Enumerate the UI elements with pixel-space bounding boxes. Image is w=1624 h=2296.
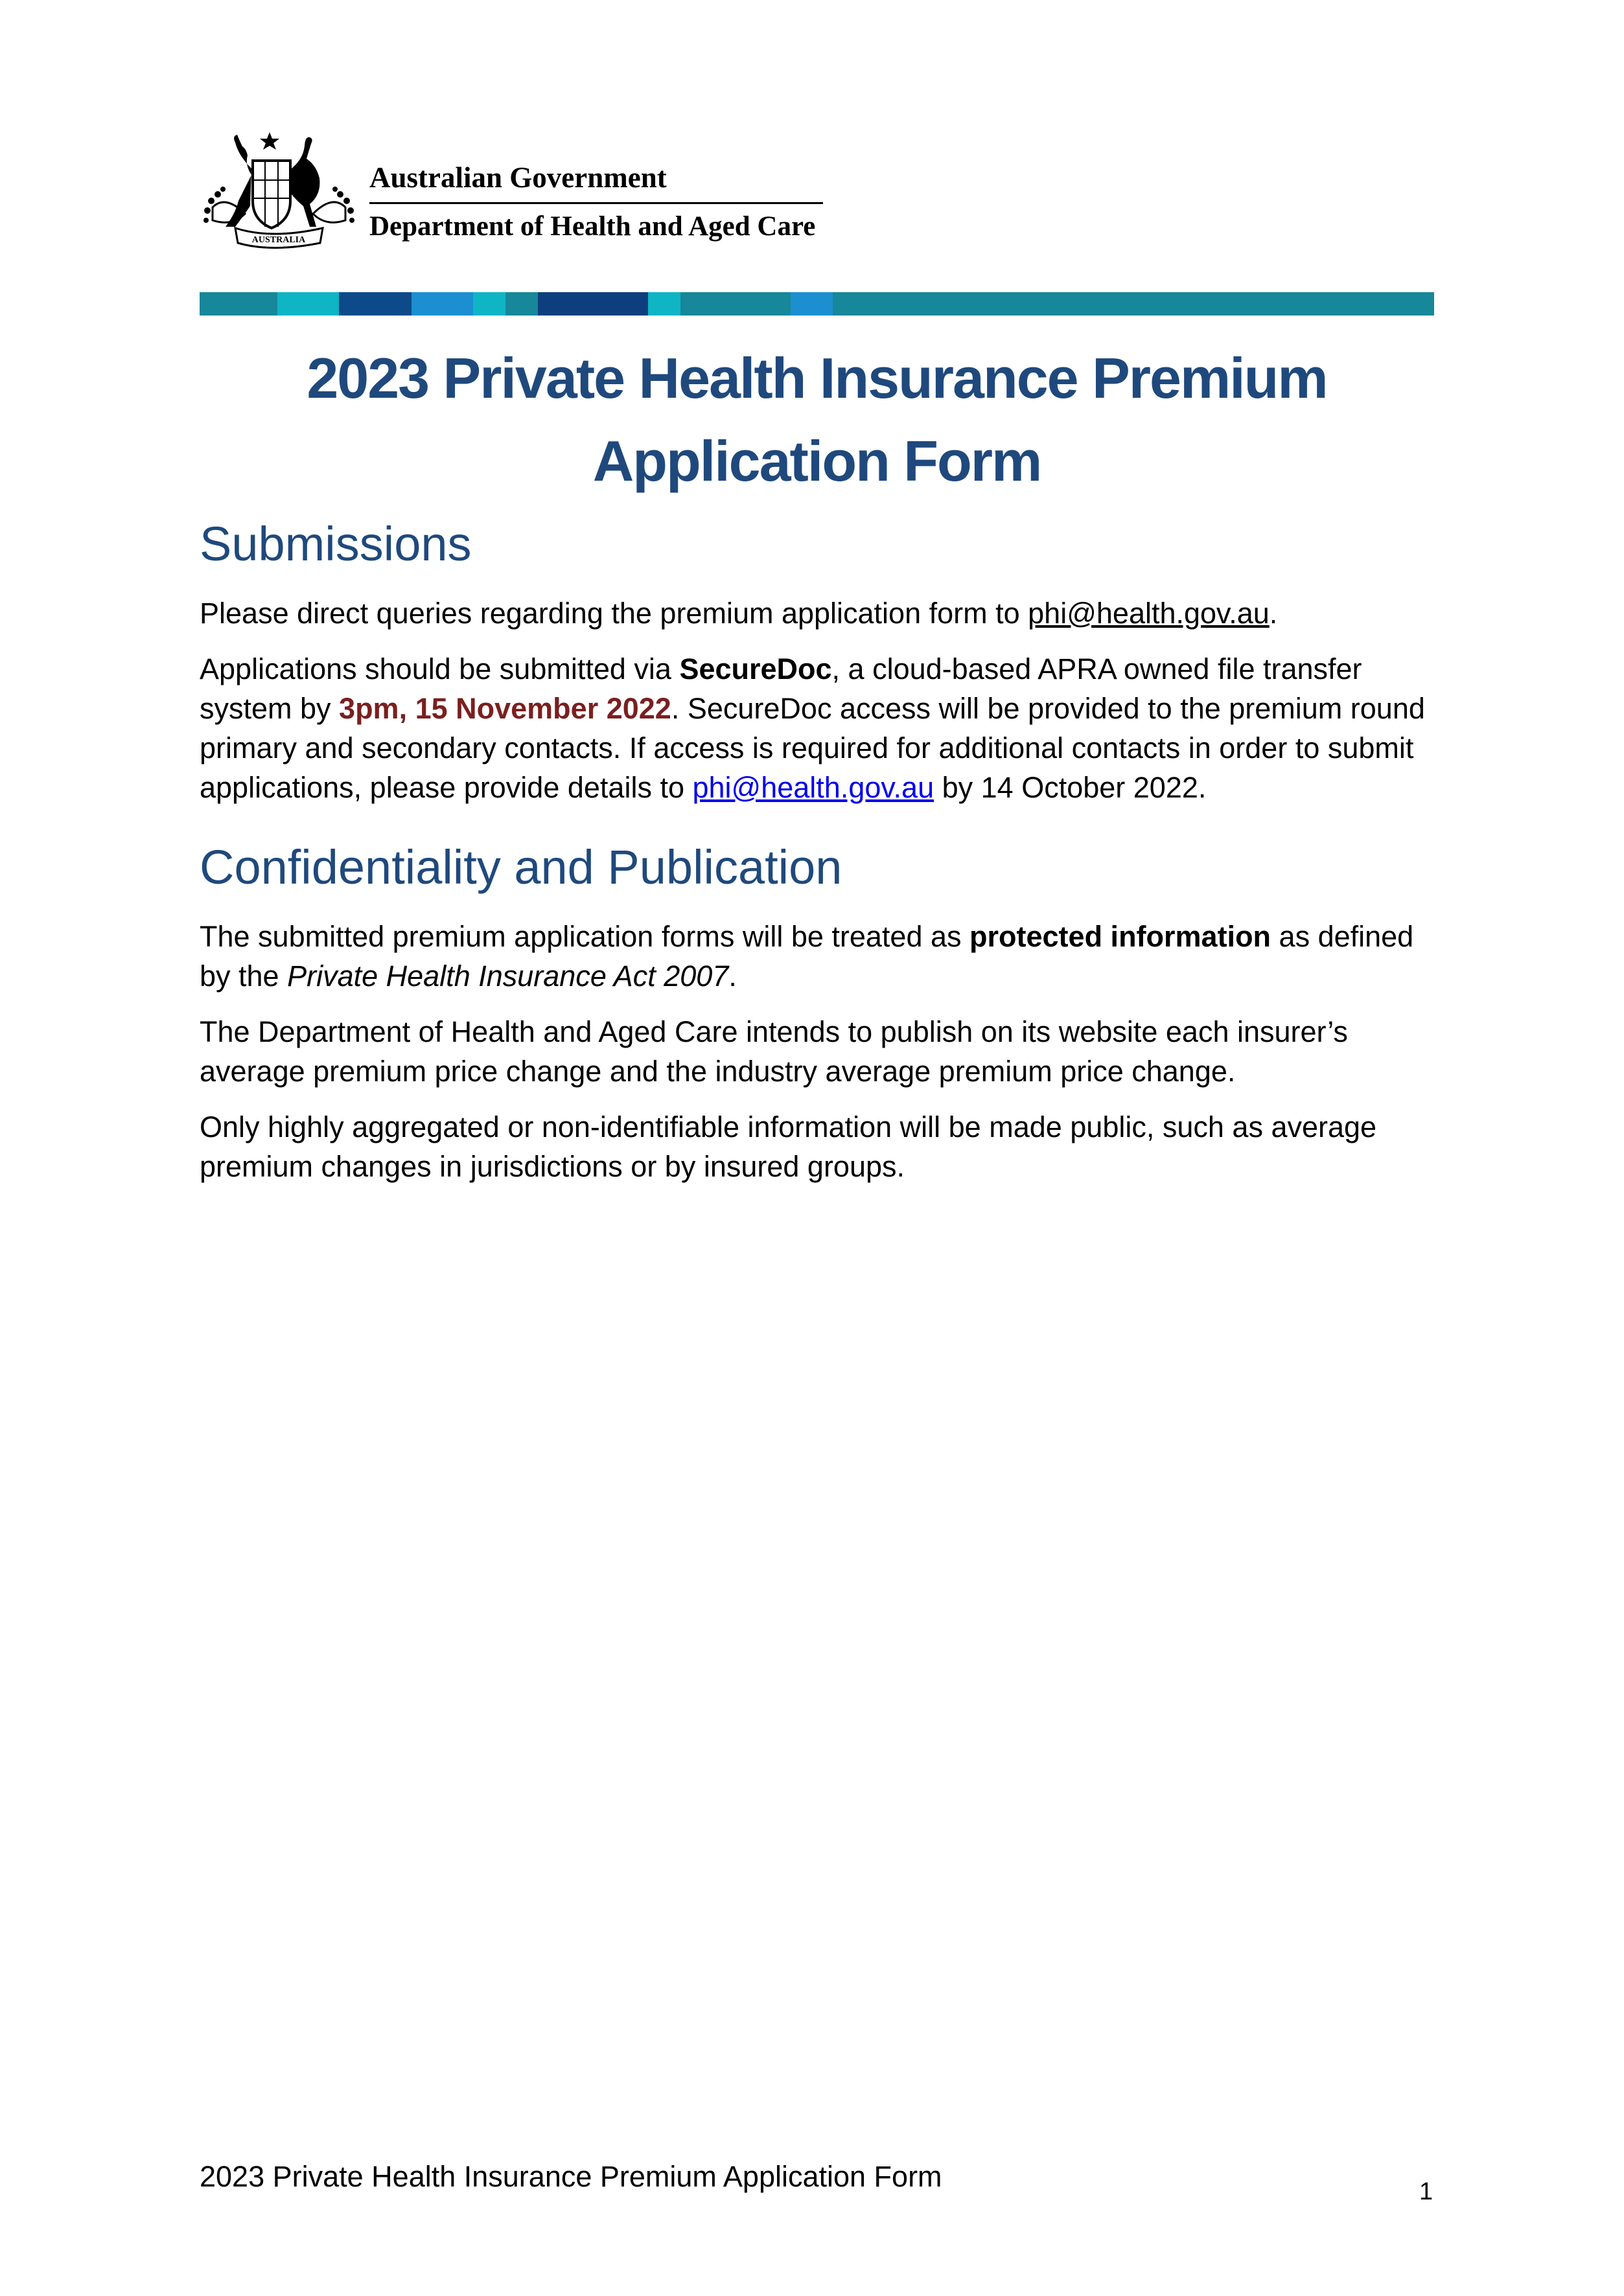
- australian-government-label: Australian Government: [369, 161, 667, 194]
- text-span: , a cloud-based APRA owned file transfer system by: [200, 652, 1362, 725]
- colour-bar-segment: [473, 292, 505, 316]
- submission-deadline: 3pm, 15 November 2022: [339, 692, 671, 725]
- text-span: . SecureDoc access will be provided to the premium round primary and secondary contacts. If access is required for additional contacts in order to submit applications, please provide details to: [200, 692, 1425, 804]
- text-span: .: [1269, 597, 1278, 630]
- header-divider: [369, 202, 823, 204]
- submissions-paragraph-1: [200, 593, 1434, 633]
- text-span: Applications should be submitted via: [200, 652, 680, 685]
- document-title-line-1: 2023 Private Health Insurance Premium: [307, 346, 1327, 410]
- text-span: by 14 October 2022.: [934, 771, 1207, 804]
- access-request-email-link[interactable]: phi@health.gov.au: [692, 771, 934, 804]
- colour-bar-segment: [833, 292, 1434, 316]
- colour-bar-segment: [505, 292, 538, 316]
- document-title: [200, 337, 1434, 503]
- confidentiality-paragraph-1: [200, 917, 1434, 996]
- act-name: Private Health Insurance Act 2007: [287, 959, 729, 993]
- colour-bar-segment: [200, 292, 277, 316]
- confidentiality-paragraph-3: Only highly aggregated or non-identifiable information will be made public, such as average premium changes in jurisdictions or by insured groups.: [200, 1110, 1377, 1183]
- text-span: Please direct queries regarding the premium application form to: [200, 597, 1028, 630]
- document-title-line-2: Application Form: [592, 429, 1041, 493]
- decorative-colour-bar: [200, 292, 1434, 316]
- colour-bar-segment: [412, 292, 473, 316]
- text-span: .: [728, 959, 737, 993]
- colour-bar-segment: [277, 292, 339, 316]
- department-label: Department of Health and Aged Care: [369, 211, 816, 242]
- query-email-link[interactable]: phi@health.gov.au: [1028, 597, 1270, 630]
- confidentiality-paragraph-2: The Department of Health and Aged Care intends to publish on its website each insurer’s average premium price change and the industry average premium price change.: [200, 1015, 1348, 1088]
- confidentiality-heading: Confidentiality and Publication: [200, 840, 842, 894]
- crest-scroll-text: AUSTRALIA: [251, 235, 306, 245]
- colour-bar-segment: [680, 292, 791, 316]
- coat-of-arms-icon: [200, 130, 358, 249]
- page-number: 1: [1419, 2178, 1433, 2205]
- submissions-heading: Submissions: [200, 517, 472, 571]
- colour-bar-segment: [339, 292, 412, 316]
- government-header: [200, 130, 848, 249]
- colour-bar-segment: [538, 292, 648, 316]
- page-footer: 2023 Private Health Insurance Premium Application Form: [200, 2160, 942, 2193]
- document-body: [200, 512, 1434, 1202]
- colour-bar-segment: [791, 292, 833, 316]
- text-span: The submitted premium application forms will be treated as: [200, 920, 970, 953]
- protected-information-label: protected information: [969, 920, 1271, 953]
- securedoc-label: SecureDoc: [679, 652, 832, 685]
- submissions-paragraph-2: [200, 649, 1434, 807]
- colour-bar-segment: [648, 292, 680, 316]
- text-span: as defined by the: [200, 920, 1414, 993]
